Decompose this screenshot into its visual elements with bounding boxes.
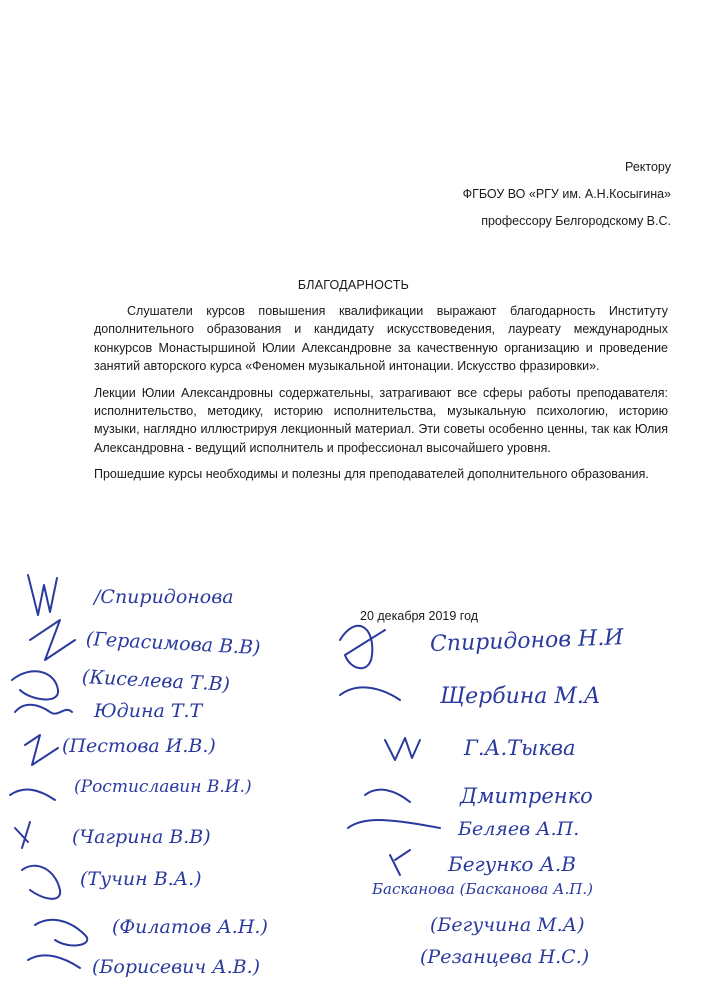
signature-left-2: (Герасимова В.В) — [85, 628, 261, 660]
signature-right-3: Г.А.Тыква — [464, 736, 576, 760]
addressee-line-2: ФГБОУ ВО «РГУ им. А.Н.Косыгина» — [462, 187, 671, 201]
signature-right-6: Бегунко А.В — [448, 852, 576, 876]
signature-left-3: (Киселева Т.В) — [81, 666, 231, 696]
addressee-line-3: профессору Белгородскому В.С. — [481, 214, 671, 228]
paragraph-2: Лекции Юлии Александровны содержательны, затрагивают все сферы работы преподавателя: исполнительство, методику, историю исполнительства, музыкальную психологию, историю музыки, наглядно иллюстрируя лекционный материал. Эти советы особенно ценны, так как Юлия Александровна - ведущий исполнитель и профессионал высочайшего уровня. — [94, 385, 668, 455]
signature-left-8: (Тучин В.А.) — [80, 868, 202, 890]
paragraph-3: Прошедшие курсы необходимы и полезны для преподавателей дополнительного образования. — [94, 467, 649, 482]
signature-right-7: Басканова (Басканова А.П.) — [372, 880, 593, 898]
document-title: БЛАГОДАРНОСТЬ — [297, 278, 410, 292]
signature-right-8: (Бегучина М.А) — [430, 914, 585, 936]
signature-left-9: (Филатов А.Н.) — [112, 916, 268, 938]
signature-left-4: Юдина Т.Т — [94, 700, 203, 722]
signature-right-9: (Резанцева Н.С.) — [420, 946, 590, 968]
signature-left-7: (Чагрина В.В) — [72, 826, 211, 848]
signature-right-5: Беляев А.П. — [458, 818, 580, 840]
signature-right-1: Спиридонов Н.И — [429, 625, 624, 657]
document-date: 20 декабря 2019 год — [360, 609, 479, 623]
signature-left-1: /Спиридонова — [94, 586, 234, 608]
signature-left-6: (Ростиславин В.И.) — [74, 777, 252, 797]
addressee-line-1: Ректору — [625, 160, 671, 174]
signature-left-5: (Пестова И.В.) — [62, 735, 216, 757]
signature-right-2: Щербина М.А — [440, 684, 601, 709]
signature-right-4: Дмитренко — [460, 784, 593, 808]
signature-left-10: (Борисевич А.В.) — [92, 956, 261, 978]
paragraph-1: Слушатели курсов повышения квалификации выражают благодарность Институту дополнительного образования и кандидату искусствоведения, лауреату международных конкурсов Монастыршиной Юлии Александровне за качественную организацию и проведение занятий авторского курса «Феномен музыкальной интонации. Искусство фразировки». — [94, 304, 668, 374]
